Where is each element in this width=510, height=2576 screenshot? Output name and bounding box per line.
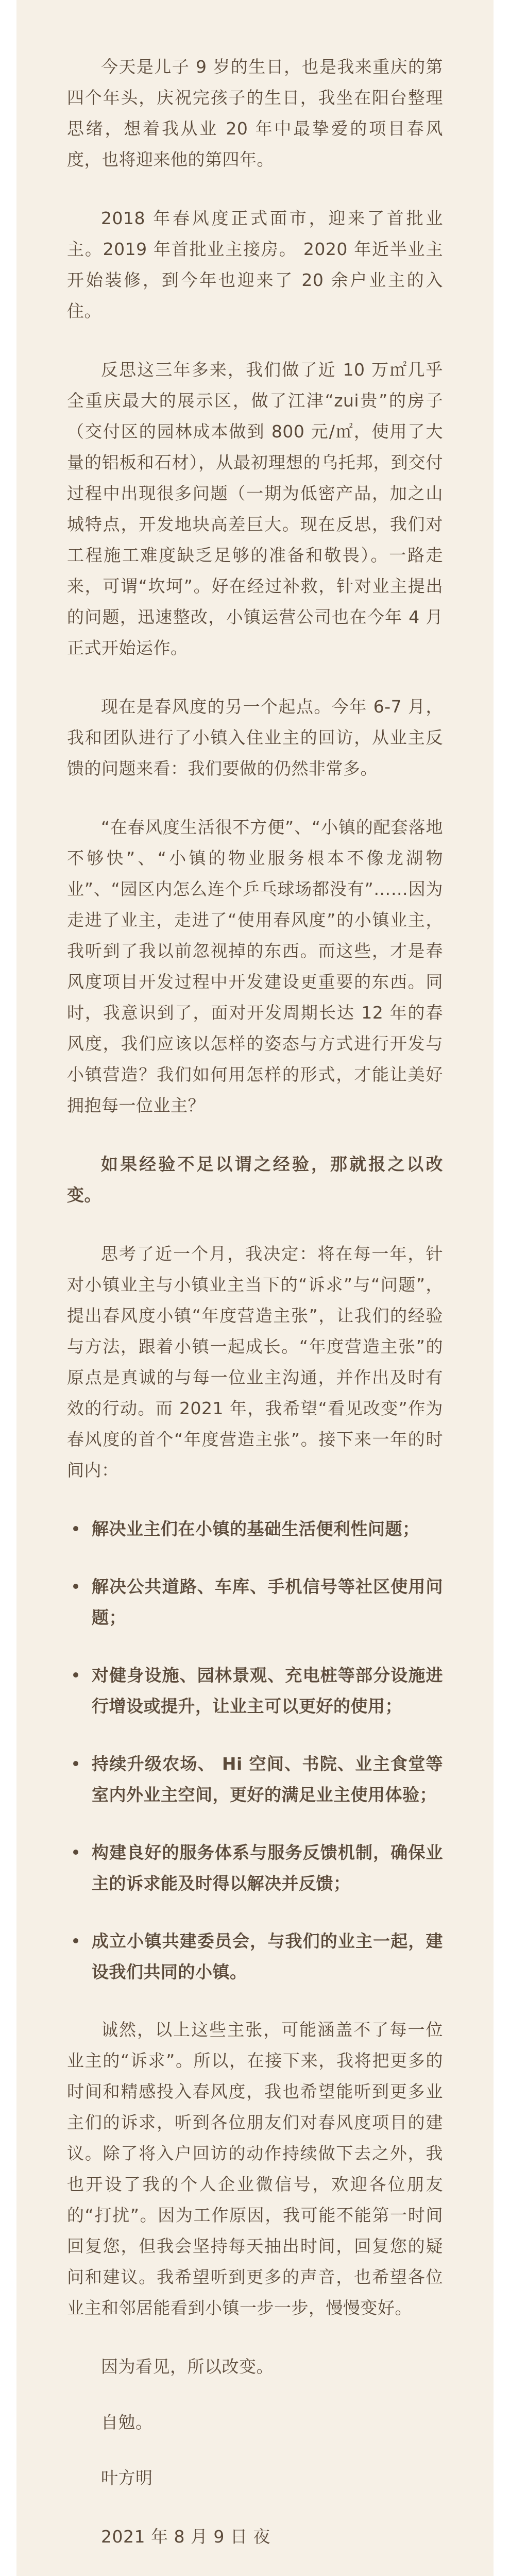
after-paragraph: 诚然，以上这些主张，可能涵盖不了每一位业主的“诉求”。所以，在接下来，我将把更多的时间和精感投入春风度，我也希望能听到更多业主们的诉求，听到各位朋友们对春风度项目的建议。除了将入户回访的动作持续做下去之外，我也开设了我的个人企业微信号，欢迎各位朋友的“打扰”。因为工作原因，我可能不能第一时间回复您，但我会坚持每天抽出时间，回复您的疑问和建议。我希望听到更多的声音，也希望各位业主和邻居能看到小镇一步一步，慢慢变好。 — [67, 2020, 443, 2318]
paragraph: “在春风度生活很不方便”、“小镇的配套落地不够快”、“小镇的物业服务根本不像龙湖物业”、“园区内怎么连个乒乓球场都没有”……因为走进了业主，走进了“使用春风度”的小镇业主，我听到了我以前忽视掉的东西。而这些，才是春风度项目开发过程中开发建设更重要的东西。同时，我意识到了，面对开发周期长达 12 年的春风度，我们应该以怎样的姿态与方式进行开发与小镇营造？我们如何用怎样的形式，才能让美好拥抱每一位业主？ — [67, 817, 443, 1115]
goal-item: 对健身设施、园林景观、充电桩等部分设施进行增设或提升，让业主可以更好的使用； — [67, 1660, 443, 1722]
paragraph: 现在是春风度的另一个起点。今年 6-7 月，我和团队进行了小镇入住业主的回访，从业主反馈的问题来看：我们要做的仍然非常多。 — [67, 697, 443, 778]
goals-list — [67, 1514, 443, 1988]
goal-item: 解决公共道路、车库、手机信号等社区使用问题； — [67, 1571, 443, 1633]
highlight-statement: 如果经验不足以谓之经验，那就报之以改变。 — [67, 1154, 443, 1205]
salute-line: 自勉。 — [101, 2412, 153, 2432]
goal-item: 构建良好的服务体系与服务反馈机制，确保业主的诉求能及时得以解决并反馈； — [67, 1837, 443, 1899]
paragraph: 今天是儿子 9 岁的生日，也是我来重庆的第四个年头，庆祝完孩子的生日，我坐在阳台整理思绪，想着我从业 20 年中最挚爱的项目春风度，也将迎来他的第四年。 — [67, 57, 443, 170]
date: 2021 年 8 月 9 日 夜 — [101, 2527, 270, 2547]
goal-item: 持续升级农场、 Hi 空间、书院、业主食堂等室内外业主空间，更好的满足业主使用体验； — [67, 1749, 443, 1810]
paragraph: 反思这三年多来，我们做了近 10 万㎡几乎全重庆最大的展示区，做了江津“zui贵”的房子（交付区的园林成本做到 800 元/㎡，使用了大量的铝板和石材），从最初理想的乌托邦，到交付过程中出现很多问题（一期为低密产品，加之山城特点，开发地块高差巨大。现在反思，我们对工程施工难度缺乏足够的准备和敬畏）。一路走来，可谓“坎坷”。好在经过补救，针对业主提出的问题，迅速整改，小镇运营公司也在今年 4 月正式开始运作。 — [67, 360, 443, 658]
goal-item: 解决业主们在小镇的基础生活便利性问题； — [67, 1514, 443, 1545]
intro-paragraph: 思考了近一个月，我决定：将在每一年，针对小镇业主与小镇业主当下的“诉求”与“问题”，提出春风度小镇“年度营造主张”，让我们的经验与方法，跟着小镇一起成长。“年度营造主张”的原点是真诚的与每一位业主沟通，并作出及时有效的行动。而 2021 年，我希望“看见改变”作为春风度的首个“年度营造主张”。接下来一年的时间内： — [67, 1244, 443, 1480]
signature: 叶方明 — [101, 2468, 153, 2488]
goal-item: 成立小镇共建委员会，与我们的业主一起，建设我们共同的小镇。 — [67, 1926, 443, 1988]
note-card — [16, 0, 494, 2576]
paragraph: 2018 年春风度正式面市，迎来了首批业主。2019 年首批业主接房。 2020 年近半业主开始装修，到今年也迎来了 20 余户业主的入住。 — [67, 208, 443, 321]
closing-line: 因为看见，所以改变。 — [101, 2357, 274, 2377]
